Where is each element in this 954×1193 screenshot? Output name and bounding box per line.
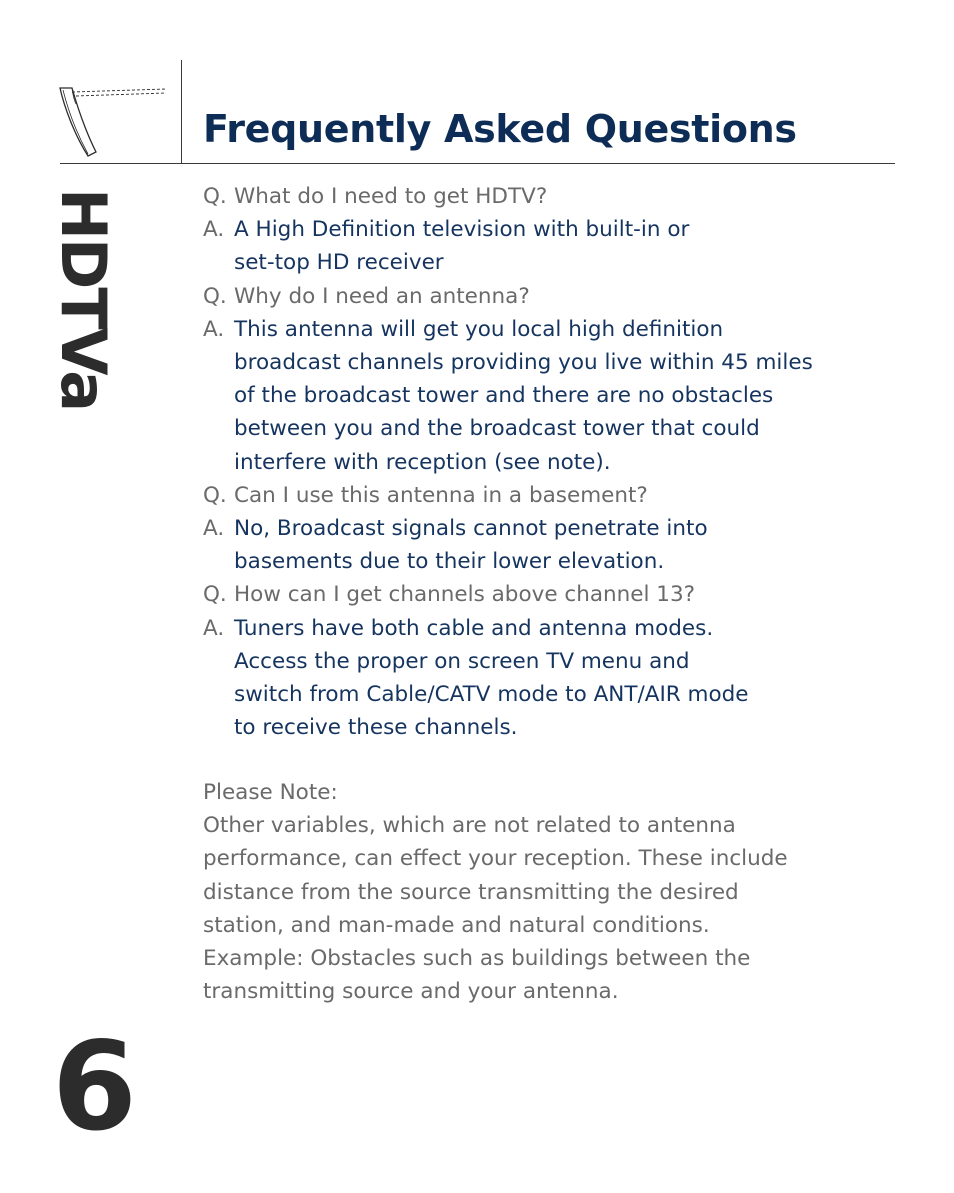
question-line: What do I need to get HDTV? [234,184,548,209]
answer-line: basements due to their lower elevation. [234,549,665,575]
antenna-icon [58,86,170,158]
header-horizontal-divider [60,163,895,164]
answer-line: to receive these channels. [234,715,518,741]
note-heading: Please Note: [203,780,338,805]
note-line: performance, can effect your reception. These include [203,846,788,872]
please-note [203,776,903,1008]
answer-line: Tuners have both cable and antenna modes. [234,615,714,641]
answer-text [234,313,813,479]
note-line: transmitting source and your antenna. [203,979,619,1005]
faq-question [203,280,903,313]
question-prefix: Q. [203,582,227,608]
answer-line: This antenna will get you local high definition [234,316,724,342]
answer-line: set-top HD receiver [234,250,444,276]
header-vertical-divider [181,60,182,164]
answer-text [234,612,749,745]
answer-prefix: A. [203,217,225,243]
answer-line: interfere with reception (see note). [234,449,611,475]
question-line: Why do I need an antenna? [234,283,530,309]
answer-line: broadcast channels providing you live within 45 miles [234,350,813,376]
question-text [234,479,648,512]
answer-line: of the broadcast tower and there are no obstacles [234,383,774,409]
note-line: Example: Obstacles such as buildings between the [203,946,751,972]
question-text [234,180,547,213]
question-prefix: Q. [203,184,227,209]
faq-answer [203,313,903,479]
faq-answer [203,213,903,279]
answer-line: A High Definition television with built-in or [234,217,690,243]
question-prefix: Q. [203,482,227,508]
note-line: distance from the source transmitting the desired [203,879,739,905]
answer-prefix: A. [203,516,225,542]
question-text [234,280,530,313]
answer-text [234,213,689,279]
answer-line: Access the proper on screen TV menu and [234,648,690,674]
faq-question [203,578,903,611]
faq-answer [203,512,903,578]
faq-question [203,180,903,213]
note-line: station, and man-made and natural conditions. [203,912,710,938]
question-line: Can I use this antenna in a basement? [234,482,648,508]
answer-line: between you and the broadcast tower that could [234,416,760,442]
question-line: How can I get channels above channel 13? [234,582,696,608]
note-line: Other variables, which are not related to antenna [203,813,736,839]
question-prefix: Q. [203,283,227,309]
faq-list [203,180,903,744]
question-text [234,578,695,611]
answer-prefix: A. [203,615,225,641]
answer-line: switch from Cable/CATV mode to ANT/AIR mode [234,682,749,708]
answer-line: No, Broadcast signals cannot penetrate into [234,516,708,542]
faq-answer [203,612,903,745]
page-number: 6 [52,1016,137,1158]
side-label: HDTVa [47,188,120,411]
answer-text [234,512,708,578]
faq-question [203,479,903,512]
page-title: Frequently Asked Questions [203,107,797,151]
answer-prefix: A. [203,316,225,342]
